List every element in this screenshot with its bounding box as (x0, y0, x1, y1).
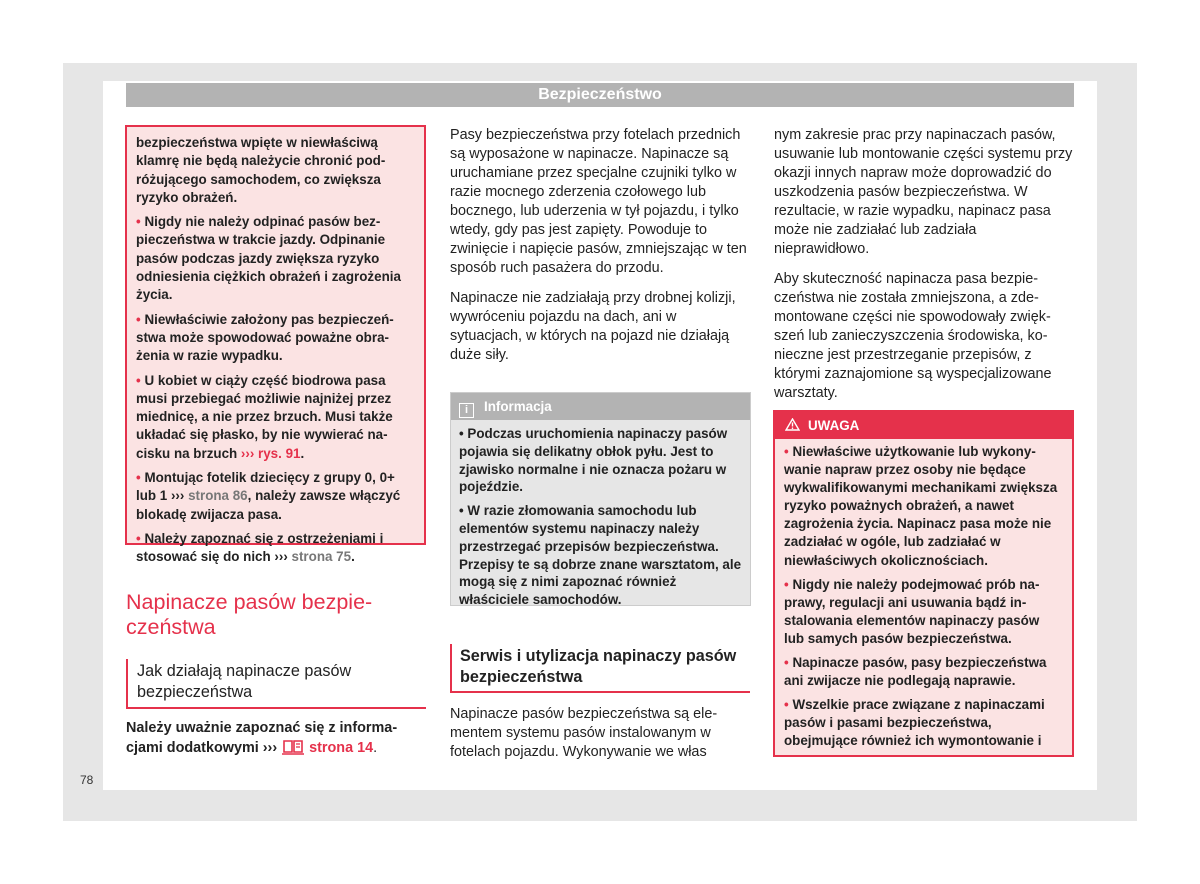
subsection-title: Jak działają napinacze pasów bezpieczeństwa (126, 659, 426, 709)
figure-reference-link[interactable]: ››› rys. 91 (240, 445, 301, 461)
warning-item: • Niewłaściwe użytkowanie lub wykonywanie napraw przez osoby nie będące wykwalifikowanymi mechanikami zwiększa ryzyko poważnych obrażeń, a nawet zagrożenia życia. Napinacz pasa może nie zadziałać w ogóle, lub zadziałać w niewłaściwych okolicznościach. (784, 444, 1058, 568)
warning-box (773, 410, 1074, 757)
book-reference-icon (281, 738, 305, 761)
body-paragraph: Napinacze pasów bezpieczeństwa są elementem systemu pasów instalowanym w fotelach pojazdu. Wykonywanie we włas (450, 706, 718, 760)
page-reference-link[interactable]: strona 86 (188, 488, 248, 504)
bullet-icon: • (136, 311, 141, 327)
body-paragraph: nym zakresie prac przy napinaczach pasów, usuwanie lub montowanie części systemu przy okazji innych napraw może doprowadzić do uszkodzenia pasów bezpieczeństwa. W rezultacie, w razie wypadku, napinacz pasa może nie zadziałać lub zadziała nieprawidłowo. (774, 127, 1073, 257)
warning-item: • Wszelkie prace związane z napinaczami pasów i pasami bezpieczeństwa, obejmujące również ich wymontowanie i (784, 697, 1045, 749)
warning-item: • Nigdy nie należy podejmować prób naprawy, regulacji ani usuwania bądź instalowania elementów napinaczy pasów lub samych pasów bezpieczeństwa. (784, 576, 1040, 646)
info-box-header: i Informacja (451, 393, 750, 420)
body-paragraph: Pasy bezpieczeństwa przy fotelach przednich są wyposażone w napinacze. Napinacze są uruchamiane przez specjalne czujniki tylko w razie mocnego zderzenia czołowego lub bocznego, lub uderzenia w tył pojazdu, i tylko wtedy, gdy pas jest zapięty. Powoduje to zwinięcie i napięcie pasów, zmniejszając w ten sposób ruch pasażera do przodu. (450, 127, 747, 276)
page-number: 78 (80, 773, 94, 787)
info-item: • Podczas uruchomienia napinaczy pasów pojawia się delikatny obłok pyłu. Jest to zjawisko normalne i nie oznacza pożaru w pojeździe. (459, 426, 728, 495)
warning-box-header: UWAGA (775, 412, 1072, 439)
info-icon: i (459, 403, 474, 418)
page-reference-link[interactable]: strona 75 (291, 549, 352, 565)
warning-item: • Należy zapoznać się z ostrzeżeniami i stosować się do nich ››› strona 75. (136, 530, 384, 565)
info-box (450, 392, 751, 606)
column-2-text (450, 126, 750, 376)
bullet-icon: • (136, 372, 141, 388)
warning-paragraph: bezpieczeństwa wpięte w niewłaściwą klamrę nie będą należycie chronić podróżującego samochodem, co zwiększa ryzyko obrażeń. (136, 135, 386, 205)
chapter-header: Bezpieczeństwo (126, 83, 1074, 107)
warning-box-continued (125, 125, 426, 565)
bullet-icon: • (136, 530, 141, 546)
body-paragraph: Aby skuteczność napinacza pasa bezpieczeństwa nie została zmniejszona, a zdemontowane części nie spowodowały zwiększeń lub zanieczyszczenia środowiska, konieczne jest przestrzeganie przepisów, z którymi zaznajomione są wyspecjalizowane warsztaty. (774, 271, 1052, 401)
section-title: Napinacze pasów bezpieczeństwa (126, 590, 373, 639)
bullet-icon: • (136, 214, 141, 230)
intro-note: Należy uważnie zapoznać się z informacjami dodatkowymi ››› strona 14. (126, 719, 426, 761)
bullet-icon: • (136, 470, 141, 486)
warning-item: • Napinacze pasów, pasy bezpieczeństwa ani zwijacze nie podlegają naprawie. (784, 655, 1047, 689)
warning-item: • Montując fotelik dziecięcy z grupy 0, 0+ lub 1 ››› strona 86, należy zawsze włączyć blokadę zwijacza pasa. (136, 470, 401, 522)
warning-item: • Niewłaściwie założony pas bezpieczeństwa może spowodować poważne obrażenia w razie wypadku. (136, 311, 394, 364)
warning-item: • Nigdy nie należy odpinać pasów bezpieczeństwa w trakcie jazdy. Odpinanie pasów podczas jazdy zwiększa ryzyko odniesienia ciężkich obrażeń i zagrożenia życia. (136, 214, 401, 303)
body-paragraph: Napinacze nie zadziałają przy drobnej kolizji, wywróceniu pojazdu na dach, ani w sytuacjach, w których na pojazd nie działają duże siły. (450, 290, 736, 363)
warning-triangle-icon (785, 412, 800, 439)
warning-item: • U kobiet w ciąży część biodrowa pasa musi przebiegać możliwie najniżej przez miednicę, a nie przez brzuch. Musi także układać się płasko, by nie wywierać nacisku na brzuch ››› rys. 91. (136, 372, 393, 461)
info-item: • W razie złomowania samochodu lub elementów systemu napinaczy należy przestrzegać przepisów bezpieczeństwa. Przepisy te są dobrze znane warsztatom, ale mogą się z nimi zapoznać również właściciele samochodów. (459, 503, 742, 608)
subsection-title: Serwis i utylizacja napinaczy pasów bezpieczeństwa (450, 644, 750, 693)
column-3-text (774, 126, 1074, 414)
page-reference-link[interactable]: strona 14 (309, 740, 374, 756)
